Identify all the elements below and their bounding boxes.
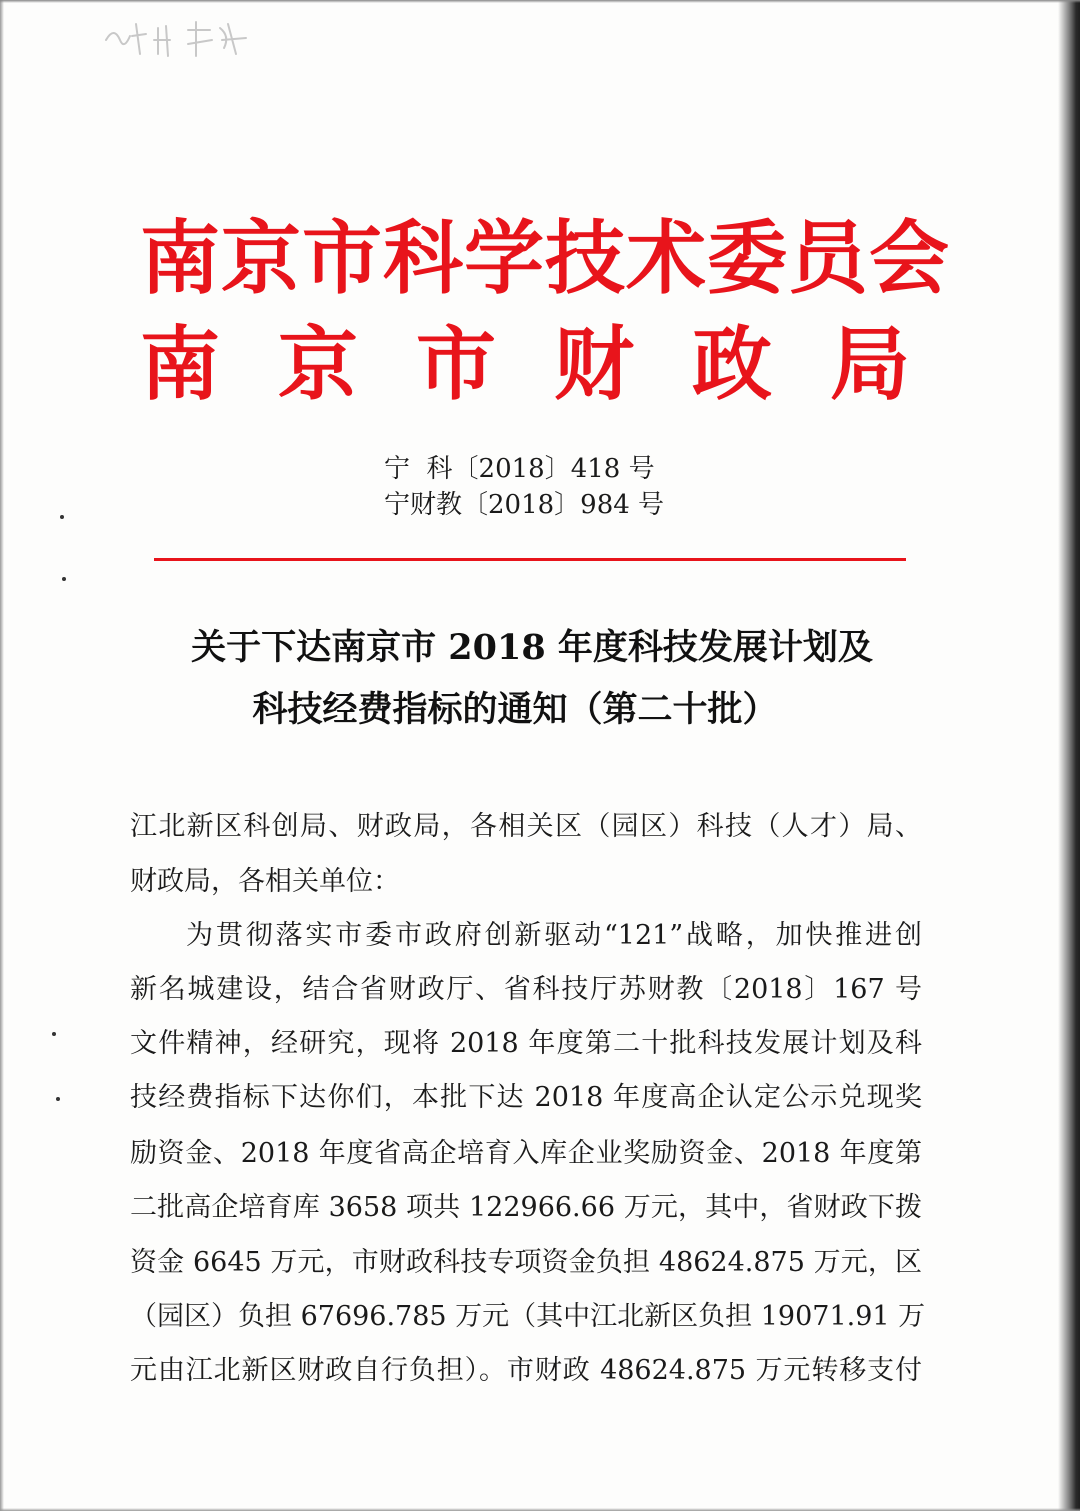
body-text-line: 资金 6645 万元，市财政科技专项资金负担 48624.875 万元，区 xyxy=(130,1247,922,1278)
org-char: 市 xyxy=(416,317,496,411)
org-char: 京 xyxy=(278,317,358,411)
org-char: 政 xyxy=(692,317,772,411)
scan-speck xyxy=(62,577,66,581)
document-number-2: 宁财教〔2018〕984 号 xyxy=(384,490,665,520)
body-text-line: 文件精神，经研究，现将 2018 年度第二十批科技发展计划及科 xyxy=(130,1028,922,1059)
org-char: 局 xyxy=(830,317,910,411)
body-text-line: 为贯彻落实市委市政府创新驱动“121”战略，加快推进创 xyxy=(186,920,922,951)
body-text-line: （园区）负担 67696.785 万元（其中江北新区负担 19071.91 万 xyxy=(130,1301,926,1332)
body-text-line: 励资金、2018 年度省高企培育入库企业奖励资金、2018 年度第 xyxy=(130,1138,922,1169)
faint-handwriting-mark xyxy=(96,10,266,70)
page-edge-top xyxy=(0,0,1080,3)
body-text-line: 新名城建设，结合省财政厅、省科技厅苏财教〔2018〕167 号 xyxy=(130,974,922,1005)
body-text-line: 二批高企培育库 3658 项共 122966.66 万元，其中，省财政下拨 xyxy=(130,1192,922,1223)
body-text-line: 江北新区科创局、财政局，各相关区（园区）科技（人才）局、 xyxy=(130,811,922,842)
scan-speck xyxy=(60,515,64,519)
org-char: 财 xyxy=(554,317,634,411)
body-text-line: 财政局，各相关单位： xyxy=(130,866,400,897)
issuing-org-line-2 xyxy=(140,316,910,412)
document-number-1: 宁 科〔2018〕418 号 xyxy=(384,454,655,484)
scan-speck xyxy=(56,1097,60,1101)
scan-speck xyxy=(52,1032,56,1036)
issuing-org-line-1: 南京市科学技术委员会 xyxy=(140,211,950,305)
page-edge-right xyxy=(1058,0,1080,1511)
notice-title-line-1: 关于下达南京市 2018 年度科技发展计划及 xyxy=(191,627,873,668)
red-header-rule xyxy=(154,558,906,561)
notice-title-line-2: 科技经费指标的通知（第二十批） xyxy=(252,689,778,730)
body-text-line: 技经费指标下达你们，本批下达 2018 年度高企认定公示兑现奖 xyxy=(130,1082,922,1113)
page-edge-left xyxy=(0,0,4,1511)
body-text-line: 元由江北新区财政自行负担）。市财政 48624.875 万元转移支付 xyxy=(130,1355,922,1386)
org-char: 南 xyxy=(140,317,220,411)
